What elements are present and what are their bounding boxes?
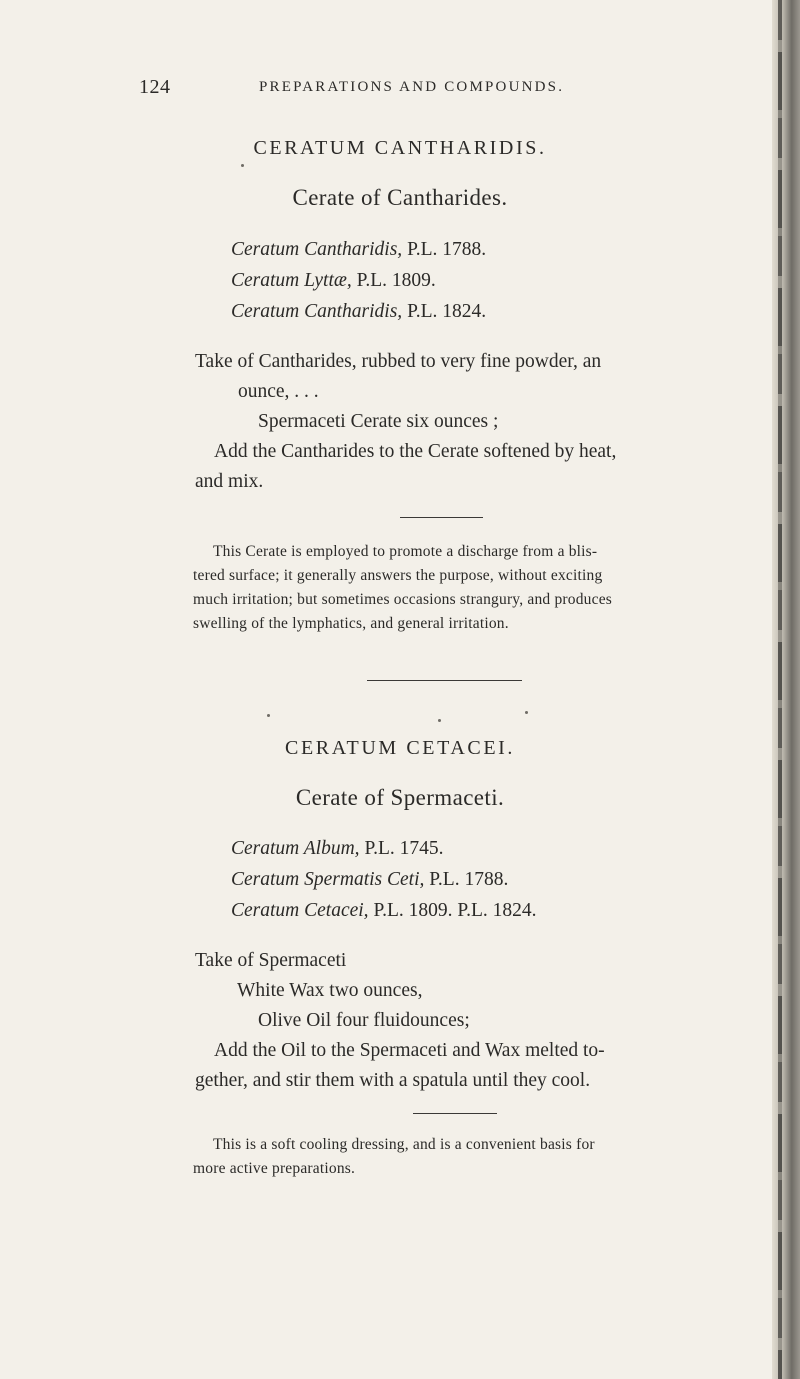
recipe-line: Spermaceti Cerate six ounces ; <box>258 411 499 432</box>
section-subtitle-cantharidis: Cerate of Cantharides. <box>292 185 508 210</box>
note-line: much irritation; but sometimes occasions strangury, and produces <box>193 591 613 608</box>
note-line: This Cerate is employed to promote a discharge from a blis- <box>213 543 598 560</box>
recipe-line: Add the Cantharides to the Cerate softened by heat, <box>214 441 617 462</box>
recipe-line: ounce, . . . <box>238 381 319 402</box>
section-subtitle-cetacei: Cerate of Spermaceti. <box>295 785 505 810</box>
paper-speck <box>241 164 244 167</box>
paper-speck <box>438 719 441 722</box>
recipe-line: Add the Oil to the Spermaceti and Wax melted to- <box>214 1040 605 1061</box>
paper-speck <box>267 714 270 717</box>
synonym-line: Ceratum Cetacei, P.L. 1809. P.L. 1824. <box>231 900 537 921</box>
note-line: This is a soft cooling dressing, and is a convenient basis for <box>213 1136 595 1153</box>
recipe-line: and mix. <box>195 471 264 492</box>
section-divider <box>367 680 522 681</box>
section-title-cetacei: CERATUM CETACEI. <box>285 737 515 759</box>
recipe-line: gether, and stir them with a spatula until they cool. <box>195 1070 591 1091</box>
section-title-cantharidis: CERATUM CANTHARIDIS. <box>253 137 547 159</box>
synonym-line: Ceratum Album, P.L. 1745. <box>231 838 444 859</box>
synonym-line: Ceratum Spermatis Ceti, P.L. 1788. <box>231 869 509 890</box>
synonym-line: Ceratum Cantharidis, P.L. 1788. <box>231 239 487 260</box>
page-number: 124 <box>139 76 171 98</box>
separator-rule <box>400 517 483 518</box>
separator-rule <box>413 1113 497 1114</box>
recipe-line: Take of Cantharides, rubbed to very fine powder, an <box>195 351 602 372</box>
note-line: swelling of the lymphatics, and general irritation. <box>193 615 509 632</box>
synonym-line: Ceratum Lyttæ, P.L. 1809. <box>231 270 436 291</box>
recipe-line: White Wax two ounces, <box>237 980 423 1001</box>
synonym-line: Ceratum Cantharidis, P.L. 1824. <box>231 301 487 322</box>
note-line: more active preparations. <box>193 1160 356 1177</box>
note-line: tered surface; it generally answers the purpose, without exciting <box>193 567 603 584</box>
paper-speck <box>525 711 528 714</box>
recipe-line: Olive Oil four fluidounces; <box>258 1010 470 1031</box>
recipe-line: Take of Spermaceti <box>195 950 347 971</box>
running-title: PREPARATIONS AND COMPOUNDS. <box>259 79 565 95</box>
